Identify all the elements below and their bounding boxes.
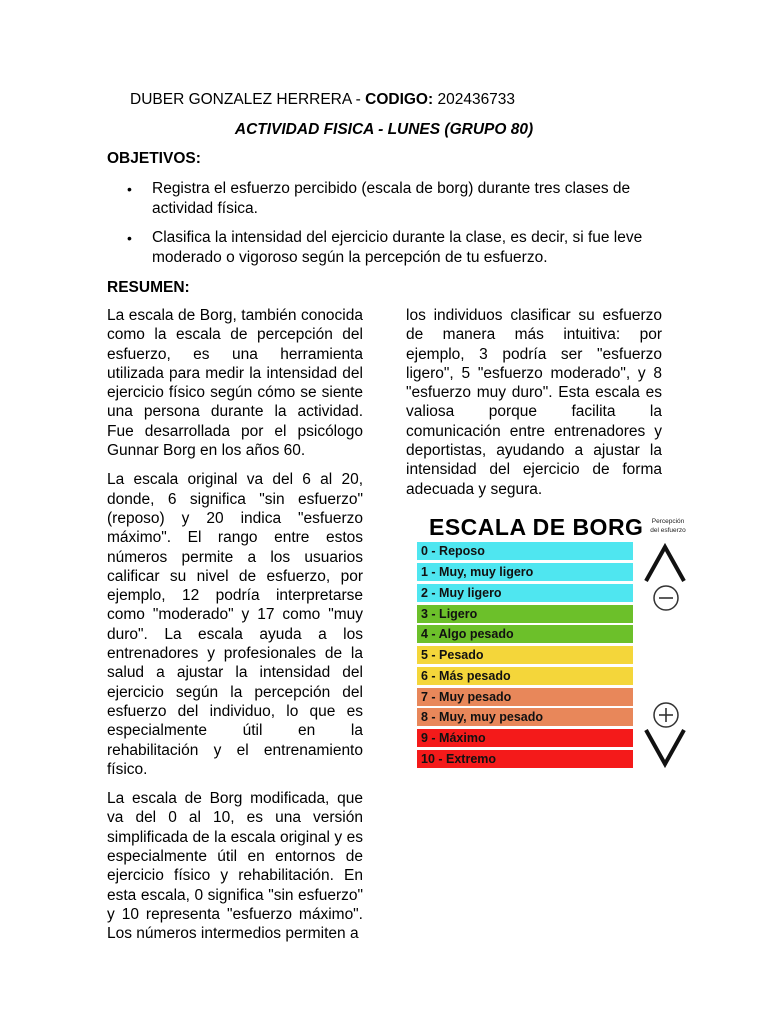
effort-perception-line-1: Percepción <box>651 518 685 525</box>
borg-row-5: 5 - Pesado <box>417 646 633 664</box>
borg-row-6: 6 - Más pesado <box>417 667 633 685</box>
objectives-list <box>107 179 647 277</box>
summary-heading: RESUMEN: <box>107 279 190 296</box>
author-name: DUBER GONZALEZ HERRERA - <box>130 91 366 108</box>
summary-paragraph: La escala de Borg, también conocida como la escala de percepción del esfuerzo, es una herramienta utilizada para medir la intensidad del ejercicio físico según cómo se siente una persona durante la actividad. Fue desarrollada por el psicólogo Gunnar Borg en los años 60. <box>107 307 363 460</box>
borg-row-8: 8 - Muy, muy pesado <box>417 708 633 726</box>
borg-row-3: 3 - Ligero <box>417 605 633 623</box>
summary-left-column <box>107 306 363 954</box>
summary-paragraph: La escala original va del 6 al 20, donde, 6 significa "sin esfuerzo" (reposo) y 20 indica "esfuerzo máximo". El rango entre estos números permite a los usuarios calificar su nivel de esfuerzo, por ejemplo, 12 podría interpretarse como "moderado" y 17 como "muy duro". La escala ayuda a los entrenadores y profesionales de la salud a ajustar la intensidad del ejercicio según la percepción del esfuerzo del individuo, lo que es especialmente útil en la rehabilitación y el entrenamiento físico. <box>107 471 363 778</box>
summary-paragraph: los individuos clasificar su esfuerzo de manera más intuitiva: por ejemplo, 3 podría ser "esfuerzo ligero", 5 "esfuerzo moderado", y 8 "esfuerzo muy duro". Esta escala es valiosa porque facilita la comunicación entre entrenadores y deportistas, ayudando a ajustar la intensidad del ejercicio de forma adecuada y segura. <box>406 307 662 498</box>
borg-row-4: 4 - Algo pesado <box>417 625 633 643</box>
borg-scale-figure <box>414 513 694 778</box>
objective-item <box>107 228 647 268</box>
code-label: CODIGO: <box>365 91 434 108</box>
bullet-icon: • <box>127 181 132 197</box>
borg-row-10: 10 - Extremo <box>417 750 633 768</box>
minus-circle-icon <box>652 584 680 612</box>
effort-perception-label <box>646 517 690 535</box>
effort-perception-line-2: del esfuerzo <box>650 527 686 534</box>
objective-text: Clasifica la intensidad del ejercicio durante la clase, es decir, si fue leve moderado o vigoroso según la percepción de tu esfuerzo. <box>152 229 643 266</box>
plus-circle-icon <box>652 701 680 729</box>
objective-item <box>107 179 647 219</box>
summary-right-column <box>406 306 662 509</box>
author-line <box>130 91 515 109</box>
objectives-heading: OBJETIVOS: <box>107 150 201 167</box>
borg-scale-title: ESCALA DE BORG <box>429 514 644 540</box>
borg-row-7: 7 - Muy pesado <box>417 688 633 706</box>
borg-row-9: 9 - Máximo <box>417 729 633 747</box>
borg-row-2: 2 - Muy ligero <box>417 584 633 602</box>
activity-title: ACTIVIDAD FISICA - LUNES (GRUPO 80) <box>234 121 534 138</box>
bullet-icon: • <box>127 230 132 246</box>
objective-text: Registra el esfuerzo percibido (escala de borg) durante tres clases de actividad física. <box>152 180 631 217</box>
chevron-down-icon <box>642 726 688 770</box>
borg-row-0: 0 - Reposo <box>417 542 633 560</box>
borg-row-1: 1 - Muy, muy ligero <box>417 563 633 581</box>
code-value: 202436733 <box>433 91 516 108</box>
summary-paragraph: La escala de Borg modificada, que va del 0 al 10, es una versión simplificada de la escala original y es especialmente útil en entornos de ejercicio físico y rehabilitación. En esta escala, 0 significa "sin esfuerzo" y 10 representa "esfuerzo máximo". Los números intermedios permiten a <box>107 790 363 943</box>
chevron-up-icon <box>642 541 688 585</box>
